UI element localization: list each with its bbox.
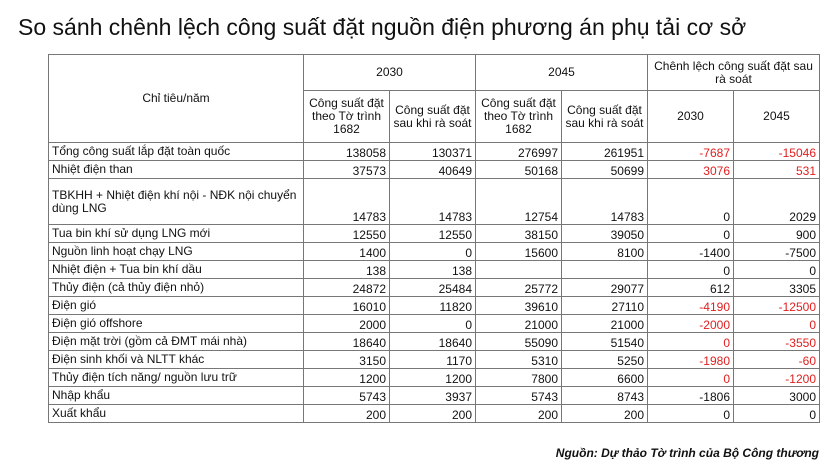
cell-value: -60 <box>734 351 820 369</box>
table-row <box>49 143 820 161</box>
cell-value: -1980 <box>648 351 734 369</box>
cell-value: 0 <box>648 179 734 225</box>
cell-value: 40649 <box>390 161 476 179</box>
cell-value: 14783 <box>304 179 390 225</box>
cell-value: -1400 <box>648 243 734 261</box>
table-row <box>49 179 820 225</box>
cell-value: 5743 <box>476 387 562 405</box>
source-note: Nguồn: Dự thảo Tờ trình của Bộ Công thương <box>555 446 819 460</box>
row-label: Điện gió <box>49 297 304 315</box>
cell-value: 21000 <box>476 315 562 333</box>
row-label: Điện gió offshore <box>49 315 304 333</box>
cell-value: 8743 <box>562 387 648 405</box>
cell-value: 0 <box>648 333 734 351</box>
cell-value: 16010 <box>304 297 390 315</box>
header-planned-2045: Công suất đặt theo Tờ trình 1682 <box>476 91 562 143</box>
cell-value: 130371 <box>390 143 476 161</box>
cell-value: 138 <box>304 261 390 279</box>
cell-value: 18640 <box>390 333 476 351</box>
cell-value: 5250 <box>562 351 648 369</box>
cell-value: 200 <box>562 405 648 423</box>
cell-value: 25484 <box>390 279 476 297</box>
row-label: Nhiệt điện + Tua bin khí dầu <box>49 261 304 279</box>
table-row <box>49 243 820 261</box>
cell-value: -15046 <box>734 143 820 161</box>
row-label: Nhập khẩu <box>49 387 304 405</box>
cell-value: 276997 <box>476 143 562 161</box>
cell-value: -3550 <box>734 333 820 351</box>
cell-value: -12500 <box>734 297 820 315</box>
cell-value: -1806 <box>648 387 734 405</box>
row-label: Nhiệt điện than <box>49 161 304 179</box>
cell-value: 531 <box>734 161 820 179</box>
cell-value: -7500 <box>734 243 820 261</box>
row-label: Nguồn linh hoạt chạy LNG <box>49 243 304 261</box>
cell-value: -7687 <box>648 143 734 161</box>
table-row <box>49 333 820 351</box>
cell-value: -2000 <box>648 315 734 333</box>
table-row <box>49 387 820 405</box>
cell-value: 3305 <box>734 279 820 297</box>
cell-value: 0 <box>734 405 820 423</box>
cell-value: 0 <box>390 243 476 261</box>
header-reviewed-2030: Công suất đặt sau khi rà soát <box>390 91 476 143</box>
cell-value: -1200 <box>734 369 820 387</box>
cell-value: 3076 <box>648 161 734 179</box>
row-label: Xuất khẩu <box>49 405 304 423</box>
cell-value: 0 <box>734 261 820 279</box>
row-label: Tổng công suất lắp đặt toàn quốc <box>49 143 304 161</box>
cell-value: 2000 <box>304 315 390 333</box>
capacity-comparison-table <box>48 54 820 423</box>
cell-value: 50168 <box>476 161 562 179</box>
table-row <box>49 351 820 369</box>
cell-value: 200 <box>476 405 562 423</box>
row-label: TBKHH + Nhiệt điện khí nội - NĐK nội chuyển dùng LNG <box>49 179 304 225</box>
cell-value: 12550 <box>304 225 390 243</box>
cell-value: 14783 <box>390 179 476 225</box>
cell-value: 18640 <box>304 333 390 351</box>
cell-value: 1170 <box>390 351 476 369</box>
cell-value: 14783 <box>562 179 648 225</box>
cell-value: 0 <box>734 315 820 333</box>
cell-value <box>476 261 562 279</box>
cell-value: 6600 <box>562 369 648 387</box>
cell-value: 5743 <box>304 387 390 405</box>
cell-value: 900 <box>734 225 820 243</box>
header-indicator-year: Chỉ tiêu/năm <box>49 55 304 143</box>
cell-value: 138 <box>390 261 476 279</box>
table-body <box>49 143 820 423</box>
cell-value: 612 <box>648 279 734 297</box>
table-row <box>49 279 820 297</box>
row-label: Điện sinh khối và NLTT khác <box>49 351 304 369</box>
row-label: Tua bin khí sử dụng LNG mới <box>49 225 304 243</box>
cell-value: 1200 <box>390 369 476 387</box>
cell-value: 5310 <box>476 351 562 369</box>
header-reviewed-2045: Công suất đặt sau khi rà soát <box>562 91 648 143</box>
header-diff-2030: 2030 <box>648 91 734 143</box>
page-title: So sánh chênh lệch công suất đặt nguồn điện phương án phụ tải cơ sở <box>18 14 747 40</box>
table-row <box>49 161 820 179</box>
cell-value: 21000 <box>562 315 648 333</box>
cell-value: 12550 <box>390 225 476 243</box>
cell-value: 0 <box>648 405 734 423</box>
cell-value: 200 <box>390 405 476 423</box>
row-label: Điện mặt trời (gồm cả ĐMT mái nhà) <box>49 333 304 351</box>
cell-value: 1400 <box>304 243 390 261</box>
cell-value: 24872 <box>304 279 390 297</box>
row-label: Thủy điện tích năng/ nguồn lưu trữ <box>49 369 304 387</box>
cell-value: 261951 <box>562 143 648 161</box>
cell-value: 12754 <box>476 179 562 225</box>
cell-value <box>562 261 648 279</box>
cell-value: 51540 <box>562 333 648 351</box>
cell-value: -4190 <box>648 297 734 315</box>
header-planned-2030: Công suất đặt theo Tờ trình 1682 <box>304 91 390 143</box>
cell-value: 38150 <box>476 225 562 243</box>
cell-value: 3000 <box>734 387 820 405</box>
header-diff-2045: 2045 <box>734 91 820 143</box>
cell-value: 0 <box>648 369 734 387</box>
cell-value: 11820 <box>390 297 476 315</box>
table-row <box>49 315 820 333</box>
header-year-2030: 2030 <box>304 55 476 91</box>
cell-value: 25772 <box>476 279 562 297</box>
cell-value: 55090 <box>476 333 562 351</box>
cell-value: 27110 <box>562 297 648 315</box>
cell-value: 200 <box>304 405 390 423</box>
table-row <box>49 405 820 423</box>
cell-value: 1200 <box>304 369 390 387</box>
table-row <box>49 297 820 315</box>
cell-value: 2029 <box>734 179 820 225</box>
cell-value: 0 <box>648 225 734 243</box>
cell-value: 7800 <box>476 369 562 387</box>
cell-value: 8100 <box>562 243 648 261</box>
header-difference-group: Chênh lệch công suất đặt sau rà soát <box>648 55 820 91</box>
cell-value: 138058 <box>304 143 390 161</box>
cell-value: 39610 <box>476 297 562 315</box>
table-row <box>49 369 820 387</box>
cell-value: 0 <box>648 261 734 279</box>
table-row <box>49 261 820 279</box>
header-year-2045: 2045 <box>476 55 648 91</box>
cell-value: 3150 <box>304 351 390 369</box>
cell-value: 50699 <box>562 161 648 179</box>
cell-value: 15600 <box>476 243 562 261</box>
cell-value: 39050 <box>562 225 648 243</box>
cell-value: 29077 <box>562 279 648 297</box>
cell-value: 0 <box>390 315 476 333</box>
row-label: Thủy điện (cả thủy điện nhỏ) <box>49 279 304 297</box>
cell-value: 3937 <box>390 387 476 405</box>
cell-value: 37573 <box>304 161 390 179</box>
table-row <box>49 225 820 243</box>
